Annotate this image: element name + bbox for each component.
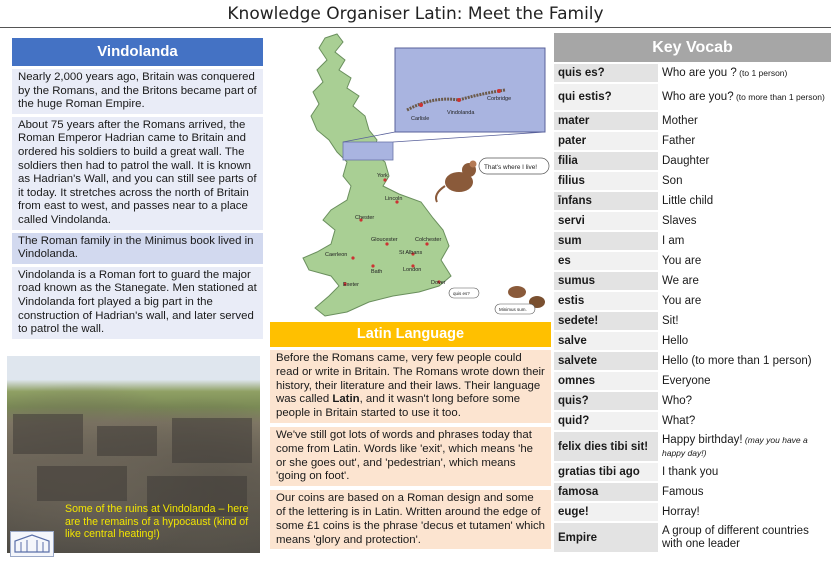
vocab-row bbox=[554, 230, 831, 250]
latin-paragraph-2: We've still got lots of words and phrases today that come from Latin. Words like 'exit', which means 'he or she goes out', and 'pedestrian', which means 'going on foot'. bbox=[270, 427, 551, 486]
vocab-english: Famous bbox=[658, 483, 831, 501]
vocab-latin: gratias tibi ago bbox=[558, 466, 640, 478]
place-york: York bbox=[377, 173, 388, 179]
vocab-row bbox=[554, 290, 831, 310]
vocab-latin: euge! bbox=[558, 506, 589, 518]
vocab-latin: omnes bbox=[558, 375, 596, 387]
vocab-english: We are bbox=[658, 272, 831, 290]
vocab-row bbox=[554, 110, 831, 130]
vocab-english: Who are you? (to more than 1 person) bbox=[658, 84, 831, 110]
vocab-row bbox=[554, 310, 831, 330]
vocab-english: I am bbox=[658, 232, 831, 250]
key-vocab-heading: Key Vocab bbox=[554, 33, 831, 62]
speech-bubble-text: That's where I live! bbox=[484, 164, 538, 171]
vocab-english: Son bbox=[658, 172, 831, 190]
vocab-row bbox=[554, 390, 831, 410]
place-bath: Bath bbox=[371, 269, 383, 275]
vocab-english: Slaves bbox=[658, 212, 831, 230]
vocab-english: Hello (to more than 1 person) bbox=[658, 352, 831, 370]
vocab-latin: sum bbox=[558, 235, 582, 247]
vocab-latin: quid? bbox=[558, 415, 590, 427]
vocab-row bbox=[554, 521, 831, 552]
vocab-english: You are bbox=[658, 292, 831, 310]
vocab-row bbox=[554, 430, 831, 461]
vindolanda-paragraph-2: About 75 years after the Romans arrived, the Roman Emperor Hadrian came to Britain and ordered his soldiers to build a great wall. The soldiers then had to patrol the wall. It is known as Hadrian's Wall, and you can still see parts of it today. It stretches across the north of Britain from east to west, and passes near to a place called Vindolanda. bbox=[12, 117, 263, 230]
vocab-latin: pater bbox=[558, 135, 587, 147]
page-title: Knowledge Organiser Latin: Meet the Family bbox=[0, 0, 831, 28]
vocab-row bbox=[554, 410, 831, 430]
key-vocab-table bbox=[554, 33, 831, 552]
vocab-row bbox=[554, 350, 831, 370]
vocab-english: Daughter bbox=[658, 152, 831, 170]
latin-language-section bbox=[270, 350, 551, 549]
vocab-row bbox=[554, 170, 831, 190]
hadrians-wall-band bbox=[343, 142, 393, 160]
vocab-english: Who are you ? (to 1 person) bbox=[658, 64, 831, 82]
vocab-latin: es bbox=[558, 255, 571, 267]
vocab-english: Everyone bbox=[658, 372, 831, 390]
place-chester: Chester bbox=[355, 215, 375, 221]
vocab-english: Happy birthday! (may you have a happy day!) bbox=[658, 432, 831, 461]
inset-place-corbridge: Corbridge bbox=[487, 96, 512, 102]
latin-paragraph-1: Before the Romans came, very few people could read or write in Britain. The Romans wrote down their history, their literature and their laws. Their language was called Latin, and it wasn't long before some people in Britain started to use it too. bbox=[270, 350, 551, 423]
vocab-english: Little child bbox=[658, 192, 831, 210]
school-logo bbox=[10, 531, 54, 557]
vocab-row bbox=[554, 150, 831, 170]
vindolanda-ruins-photo bbox=[7, 356, 260, 553]
vindolanda-paragraph-3: The Roman family in the Minimus book lived in Vindolanda. bbox=[12, 233, 263, 264]
vocab-row bbox=[554, 370, 831, 390]
vindolanda-heading: Vindolanda bbox=[12, 38, 263, 66]
vocab-english: Horray! bbox=[658, 503, 831, 521]
place-caerleon: Caerleon bbox=[325, 252, 348, 258]
place-dover: Dover bbox=[431, 280, 446, 286]
vocab-row bbox=[554, 210, 831, 230]
vocab-latin: sumus bbox=[558, 275, 596, 287]
vocab-row bbox=[554, 190, 831, 210]
place-colchester: Colchester bbox=[415, 237, 442, 243]
place-london: London bbox=[403, 267, 422, 273]
vocab-row bbox=[554, 130, 831, 150]
vindolanda-section bbox=[12, 38, 263, 339]
vocab-english: Hello bbox=[658, 332, 831, 350]
vocab-row bbox=[554, 501, 831, 521]
vocab-latin: sedete! bbox=[558, 315, 599, 327]
latin-paragraph-3: Our coins are based on a Roman design and some of the lettering is in Latin. Written around the edge of some £1 coins is the phrase 'decus et tutamen' which means 'glory and protection'. bbox=[270, 490, 551, 549]
vocab-english: Who? bbox=[658, 392, 831, 410]
inset-place-carlisle: Carlisle bbox=[411, 116, 430, 122]
vocab-latin: quis? bbox=[558, 395, 589, 407]
vocab-english: I thank you bbox=[658, 463, 831, 481]
vocab-latin: filia bbox=[558, 155, 578, 167]
speech-small-1: quis es? bbox=[453, 291, 470, 296]
place-st-albans: St Albans bbox=[399, 250, 423, 256]
vocab-english: Mother bbox=[658, 112, 831, 130]
vocab-latin: felix dies tibi sit! bbox=[558, 440, 649, 453]
latin-language-heading: Latin Language bbox=[270, 322, 551, 347]
vocab-row bbox=[554, 270, 831, 290]
vocab-row bbox=[554, 250, 831, 270]
vocab-latin: īnfans bbox=[558, 195, 592, 207]
vocab-latin: Empire bbox=[558, 531, 597, 544]
photo-caption: Some of the ruins at Vindolanda – here are the remains of a hypocaust (kind of like central heating!) bbox=[65, 503, 249, 541]
mouse-icon bbox=[436, 161, 477, 203]
vocab-row bbox=[554, 82, 831, 110]
place-gloucester: Gloucester bbox=[371, 237, 398, 243]
vocab-latin: salvete bbox=[558, 355, 598, 367]
britain-map bbox=[273, 30, 550, 320]
vocab-latin: qui estis? bbox=[558, 91, 612, 103]
vocab-latin: estis bbox=[558, 295, 585, 307]
vindolanda-paragraph-4: Vindolanda is a Roman fort to guard the major road known as the Stanegate. Men stationed at Vindolanda fort played a big part in the construction of Hadrian's wall, and later served to patrol the wall. bbox=[12, 267, 263, 339]
vocab-row bbox=[554, 330, 831, 350]
vocab-row bbox=[554, 481, 831, 501]
vocab-latin: quis es? bbox=[558, 67, 605, 79]
vocab-latin: servi bbox=[558, 215, 585, 227]
vocab-latin: filius bbox=[558, 175, 585, 187]
place-exeter: Exeter bbox=[343, 282, 359, 288]
vocab-english: Father bbox=[658, 132, 831, 150]
vocab-english: Sit! bbox=[658, 312, 831, 330]
place-lincoln: Lincoln bbox=[385, 196, 403, 202]
vocab-latin: salve bbox=[558, 335, 587, 347]
vocab-english: What? bbox=[658, 412, 831, 430]
vocab-latin: mater bbox=[558, 115, 590, 127]
vocab-latin: famosa bbox=[558, 486, 599, 498]
vocab-english: You are bbox=[658, 252, 831, 270]
speech-small-2: Minimus sum. bbox=[499, 307, 527, 312]
vocab-row bbox=[554, 62, 831, 82]
inset-place-vindolanda: Vindolanda bbox=[447, 110, 475, 116]
vocab-row bbox=[554, 461, 831, 481]
vocab-english: A group of different countries with one leader bbox=[658, 523, 831, 552]
vindolanda-paragraph-1: Nearly 2,000 years ago, Britain was conquered by the Romans, and the Britons became part of the huge Roman Empire. bbox=[12, 69, 263, 114]
